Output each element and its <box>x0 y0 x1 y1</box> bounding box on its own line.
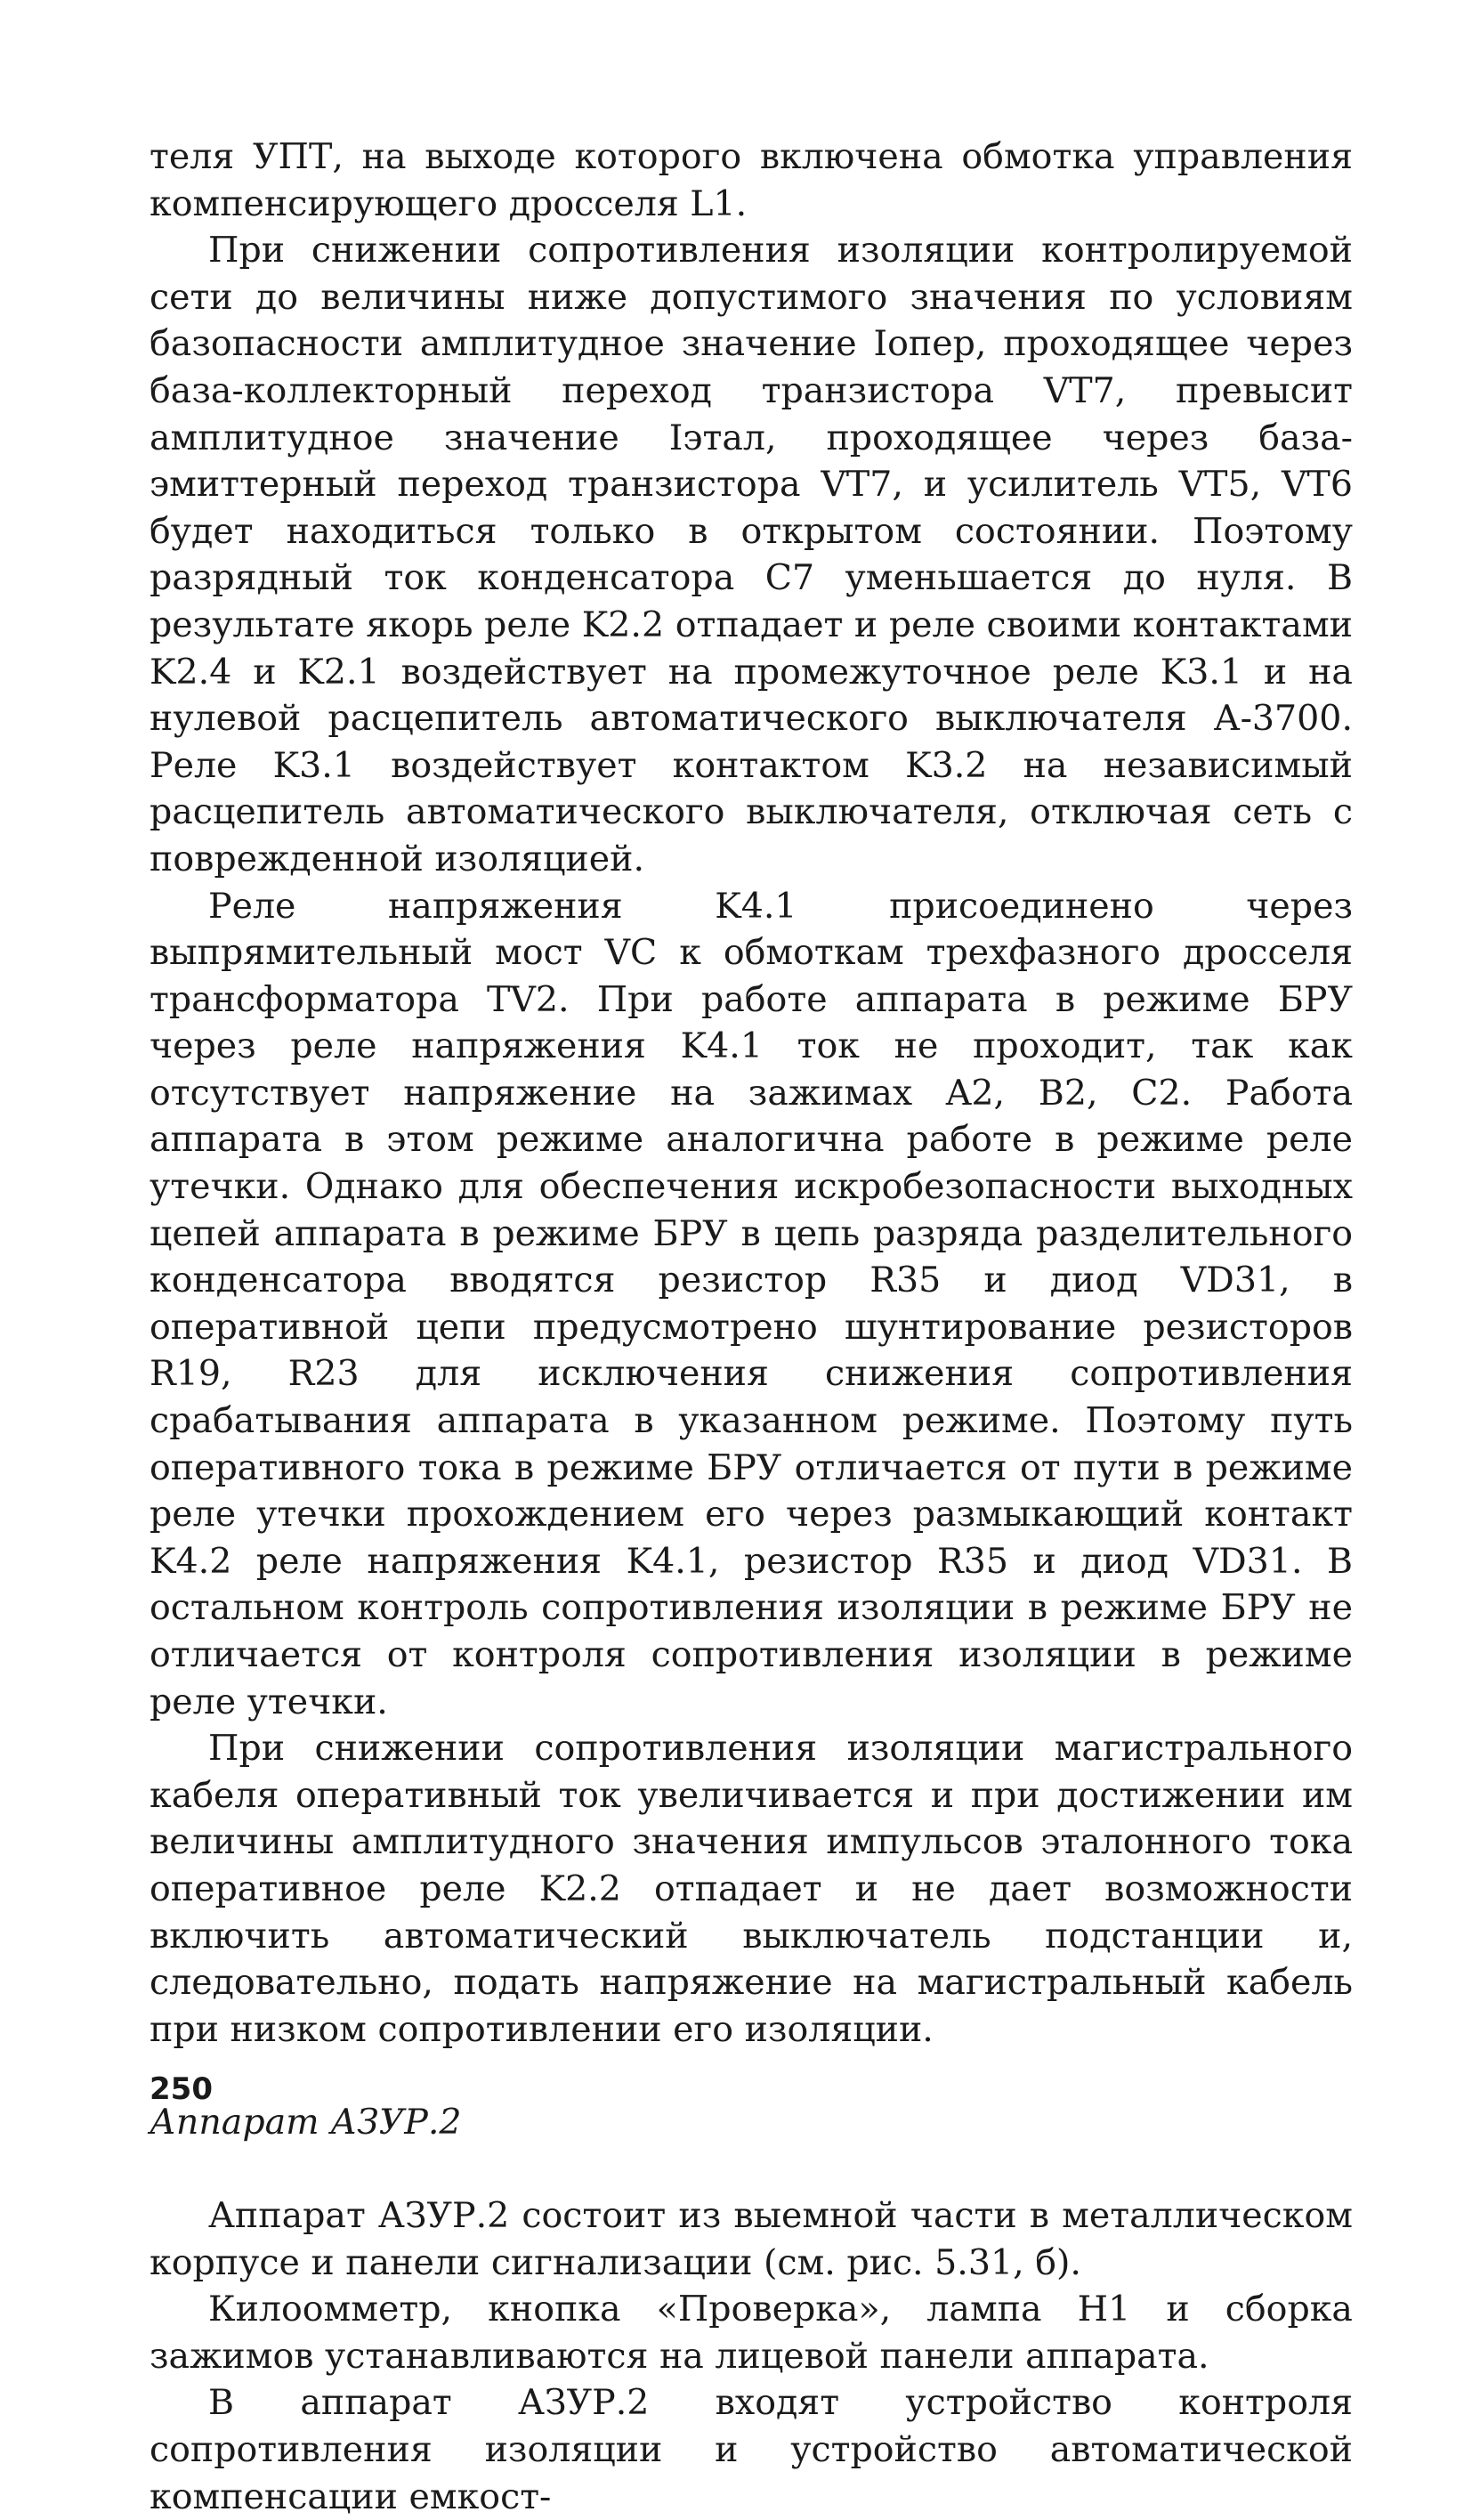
paragraph-3: Реле напряжения K4.1 присоединено через выпрямительный мост VC к обмоткам трехфазного дросселя трансформатора TV2. При работе аппарата в режиме БРУ через реле напряжения K4.1 ток не проходит, так как отсутствует напряжение на зажимах A2, B2, C2. Работа аппарата в этом режиме аналогична работе в режиме реле утечки. Однако для обеспечения искробезопасности выходных цепей аппарата в режиме БРУ в цепь разряда разделительного конденсатора вводятся резистор R35 и диод VD31, в оперативной цепи предусмотрено шунтирование резисторов R19, R23 для исключения снижения сопротивления срабатывания аппарата в указанном режиме. Поэтому путь оперативного тока в режиме БРУ отличается от пути в режиме реле утечки прохождением его через размыкающий контакт K4.2 реле напряжения K4.1, резистор R35 и диод VD31. В остальном контроль сопротивления изоляции в режиме БРУ не отличается от контроля сопротивления изоляции в режиме реле утечки. <box>150 885 1353 1722</box>
page-body <box>150 134 1353 2520</box>
paragraph-2: При снижении сопротивления изоляции контролируемой сети до величины ниже допустимого значения по условиям базопасности амплитудное значение Iопер, проходящее через база-коллекторный переход транзистора VT7, превысит амплитудное значение Iэтал, проходящее через база-эмиттерный переход транзистора VT7, и усилитель VT5, VT6 будет находиться только в открытом состоянии. Поэтому разрядный ток конденсатора C7 уменьшается до нуля. В результате якорь реле K2.2 отпадает и реле своими контактами K2.4 и K2.1 воздействует на промежуточное реле K3.1 и на нулевой расцепитель автоматического выключателя А-3700. Реле K3.1 воздействует контактом K3.2 на независимый расцепитель автоматического выключателя, отключая сеть с поврежденной изоляцией. <box>150 230 1353 879</box>
paragraph-6: Килоомметр, кнопка «Проверка», лампа H1 и сборка зажимов устанавливаются на лицевой панели аппарата. <box>150 2289 1353 2377</box>
section-heading: Аппарат АЗУР.2 <box>150 2102 462 2143</box>
paragraph-7: В аппарат АЗУР.2 входят устройство контроля сопротивления изоляции и устройство автоматической компенсации емкост- <box>150 2382 1353 2517</box>
paragraph-1: теля УПТ, на выходе которого включена обмотка управления компенсирующего дросселя L1. <box>150 136 1353 224</box>
paragraph-4: При снижении сопротивления изоляции магистрального кабеля оперативный ток увеличивается и при достижении им величины амплитудного значения импульсов эталонного тока оперативное реле K2.2 отпадает и не дает возможности включить автоматический выключатель подстанции и, следовательно, подать напряжение на магистральный кабель при низком сопротивлении его изоляции. <box>150 1728 1353 2050</box>
paragraph-5: Аппарат АЗУР.2 состоит из выемной части в металлическом корпусе и панели сигнализации (см. рис. 5.31, б). <box>150 2194 1353 2283</box>
page-number: 250 <box>150 2071 213 2107</box>
